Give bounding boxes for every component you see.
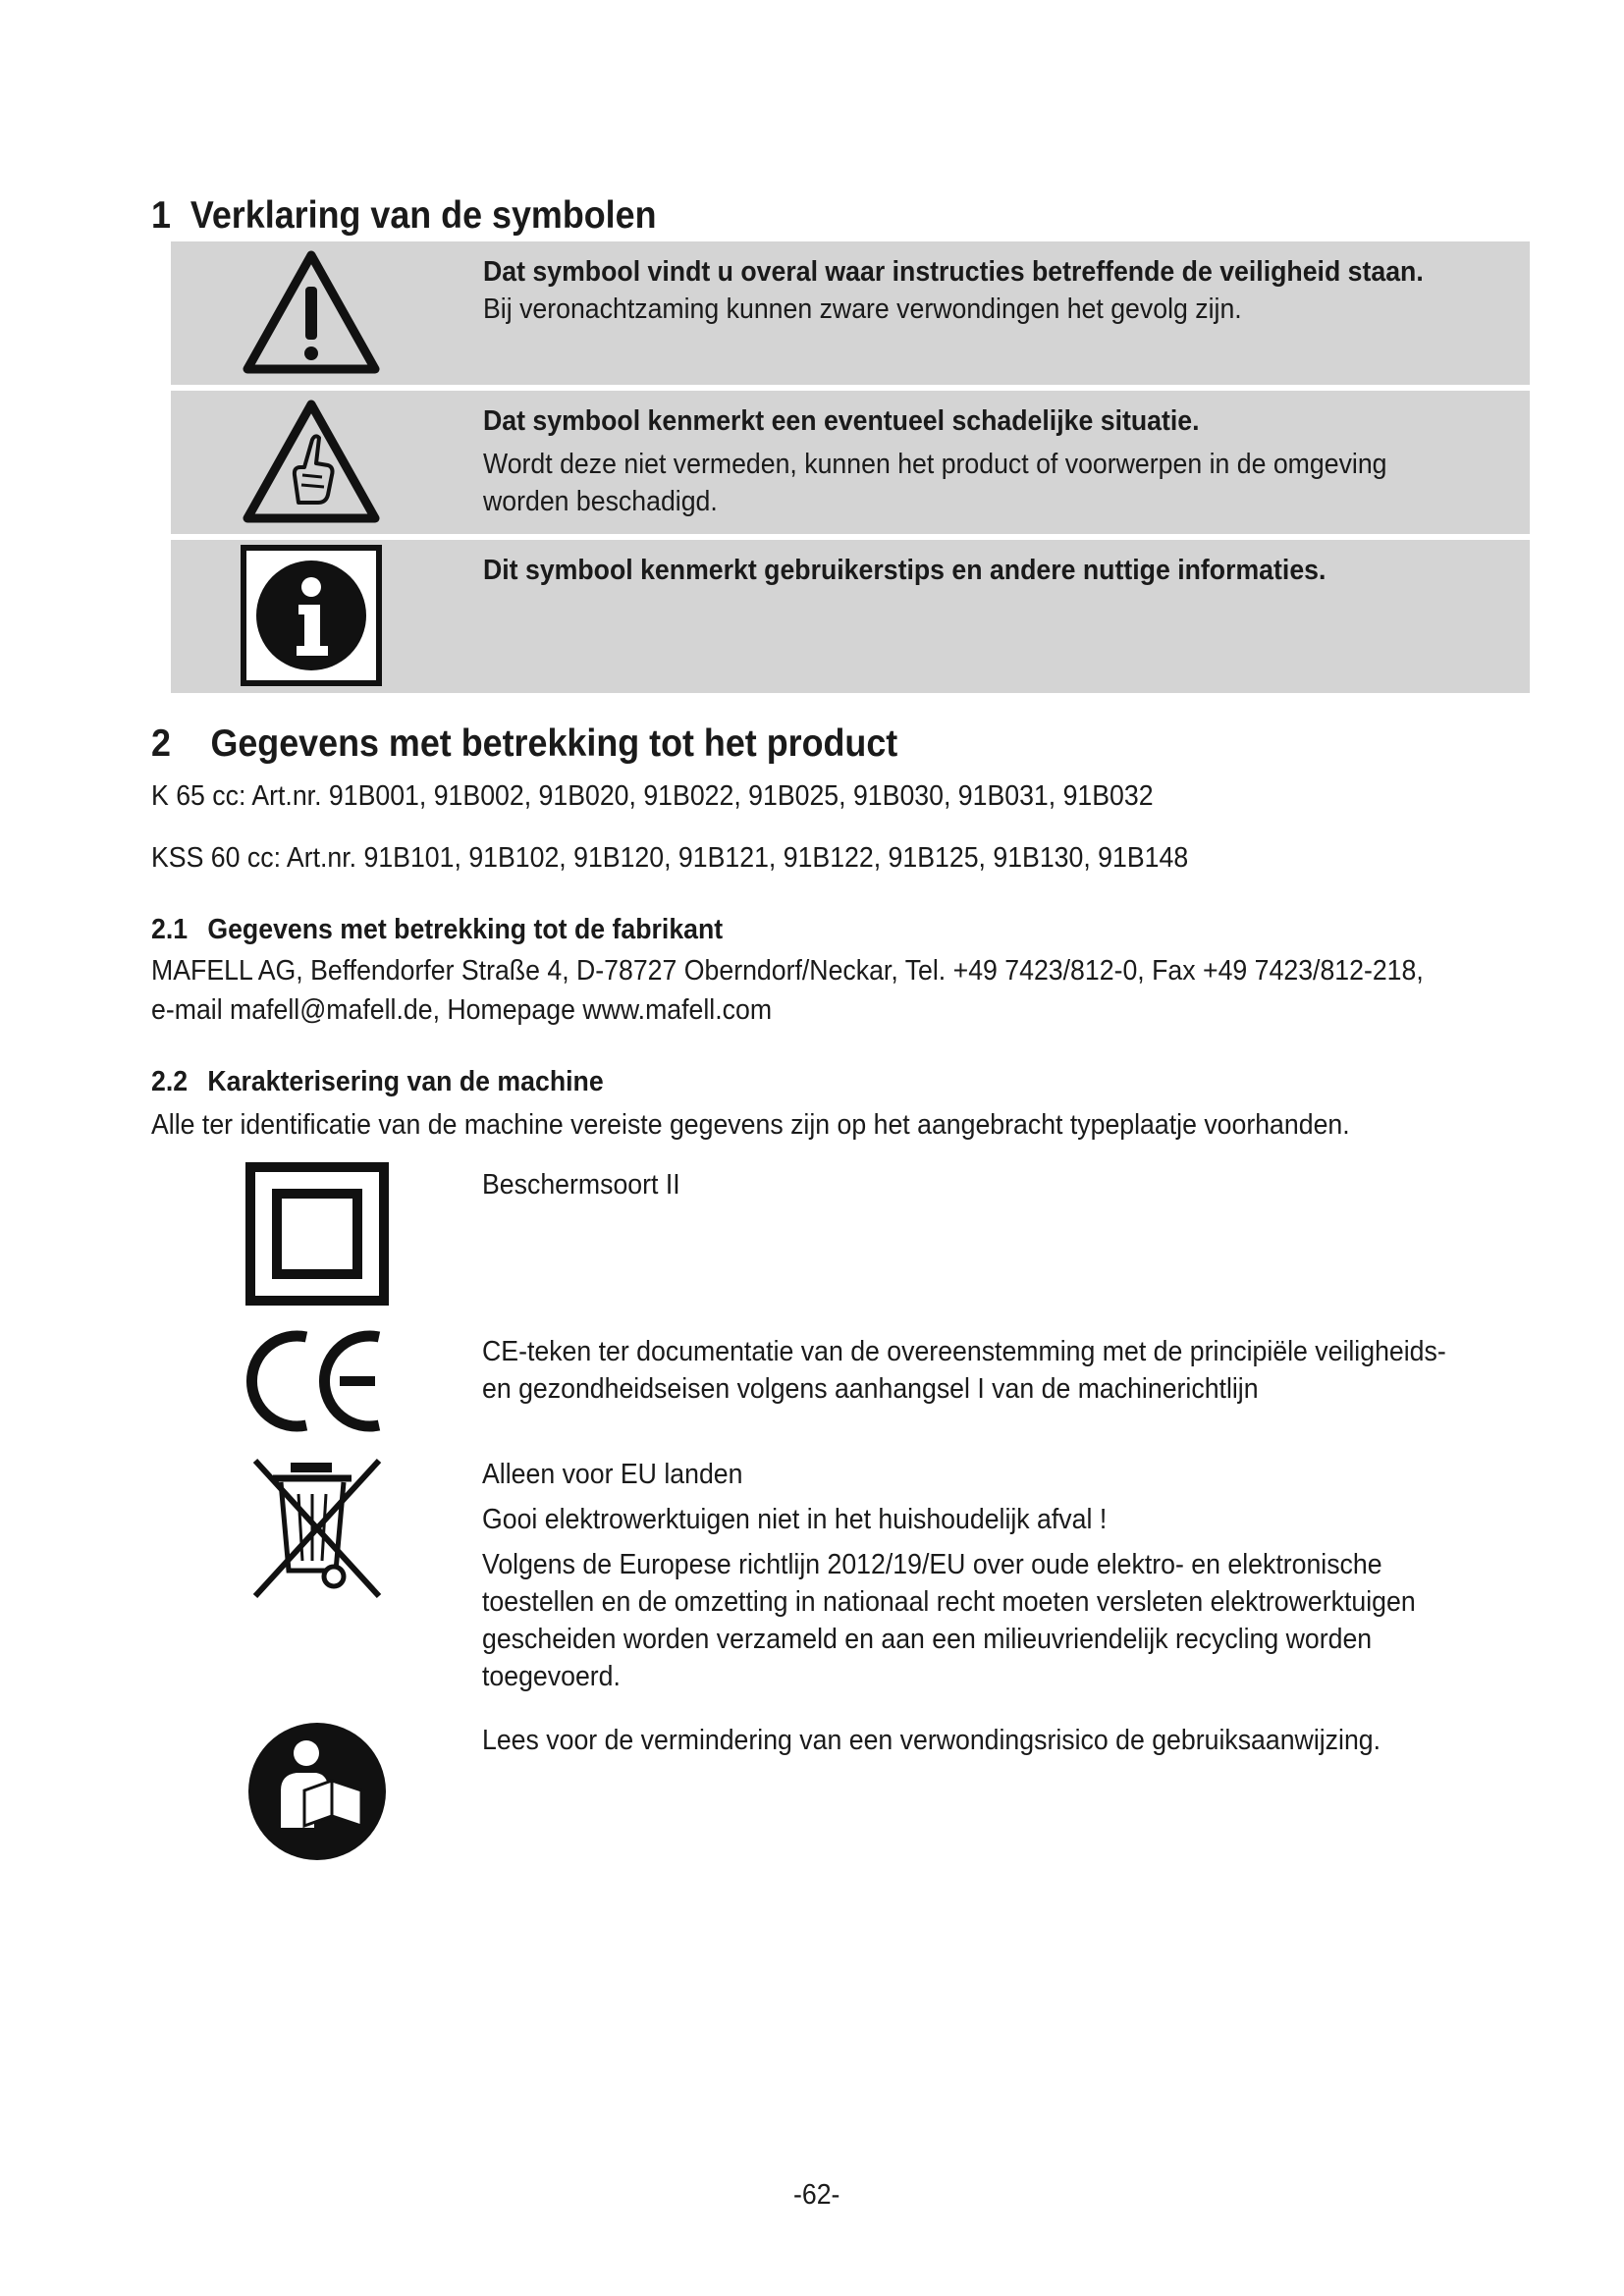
section-2-1-heading bbox=[151, 914, 723, 946]
caution-hand-triangle-icon bbox=[240, 397, 383, 533]
manufacturer-address: MAFELL AG, Beffendorfer Straße 4, D-78727 Oberndorf/Neckar, Tel. +49 7423/812-0, Fax +49 7423/812-218, bbox=[151, 955, 1424, 987]
symbol-description: Bij veronachtzaming kunnen zware verwondingen het gevolg zijn. bbox=[483, 294, 1242, 325]
machine-intro: Alle ter identificatie van de machine vereiste gegevens zijn op het aangebracht typeplaatje voorhanden. bbox=[151, 1109, 1350, 1141]
ce-mark-icon bbox=[245, 1327, 389, 1440]
section-number: 2.1 bbox=[151, 914, 189, 945]
item-text: Volgens de Europese richtlijn 2012/19/EU over oude elektro- en elektronische bbox=[482, 1549, 1382, 1580]
section-title: Gegevens met betrekking tot de fabrikant bbox=[207, 914, 724, 945]
section-title: Karakterisering van de machine bbox=[207, 1066, 604, 1097]
warning-triangle-icon bbox=[240, 247, 383, 384]
item-text: toestellen en de omzetting in nationaal recht moeten versleten elektrowerktuigen bbox=[482, 1586, 1416, 1618]
section-number: 2 bbox=[151, 722, 171, 765]
section-1-heading bbox=[151, 194, 657, 238]
symbol-row-caution bbox=[171, 391, 1530, 534]
item-text: gescheiden worden verzameld en aan een milieuvriendelijk recycling worden bbox=[482, 1624, 1373, 1655]
section-number: 2.2 bbox=[151, 1066, 189, 1097]
product-line-kss60: KSS 60 cc: Art.nr. 91B101, 91B102, 91B120, 91B121, 91B122, 91B125, 91B130, 91B148 bbox=[151, 842, 1189, 874]
section-2-heading bbox=[151, 722, 897, 766]
item-text: CE-teken ter documentatie van de overeenstemming met de principiële veiligheids- bbox=[482, 1336, 1446, 1367]
item-text: Lees voor de vermindering van een verwondingsrisico de gebruiksaanwijzing. bbox=[482, 1725, 1381, 1756]
manufacturer-contact: e-mail mafell@mafell.de, Homepage www.mafell.com bbox=[151, 994, 773, 1026]
section-title: Verklaring van de symbolen bbox=[189, 194, 657, 237]
item-text: Gooi elektrowerktuigen niet in het huishoudelijk afval ! bbox=[482, 1504, 1108, 1535]
crossed-out-bin-icon bbox=[249, 1455, 385, 1607]
section-2-2-heading bbox=[151, 1066, 604, 1098]
protection-class-2-icon bbox=[245, 1162, 389, 1310]
read-manual-icon bbox=[245, 1720, 389, 1868]
symbol-heading: Dat symbool kenmerkt een eventueel schadelijke situatie. bbox=[483, 405, 1200, 437]
section-number: 1 bbox=[151, 194, 171, 237]
symbol-heading: Dat symbool vindt u overal waar instructies betreffende de veiligheid staan. bbox=[483, 256, 1424, 288]
symbol-description: worden beschadigd. bbox=[483, 486, 718, 517]
symbol-row-info bbox=[171, 540, 1530, 693]
symbol-description: Wordt deze niet vermeden, kunnen het product of voorwerpen in de omgeving bbox=[483, 449, 1387, 480]
item-text: Beschermsoort II bbox=[482, 1169, 680, 1201]
symbol-row-warning bbox=[171, 241, 1530, 385]
product-line-k65: K 65 cc: Art.nr. 91B001, 91B002, 91B020, 91B022, 91B025, 91B030, 91B031, 91B032 bbox=[151, 780, 1154, 812]
item-text: en gezondheidseisen volgens aanhangsel I van de machinerichtlijn bbox=[482, 1373, 1259, 1405]
section-title: Gegevens met betrekking tot het product bbox=[210, 722, 898, 765]
info-icon bbox=[240, 544, 383, 692]
symbol-heading: Dit symbool kenmerkt gebruikerstips en andere nuttige informaties. bbox=[483, 555, 1326, 586]
page-number: -62- bbox=[793, 2179, 840, 2211]
item-text: Alleen voor EU landen bbox=[482, 1459, 743, 1490]
item-text: toegevoerd. bbox=[482, 1661, 621, 1692]
